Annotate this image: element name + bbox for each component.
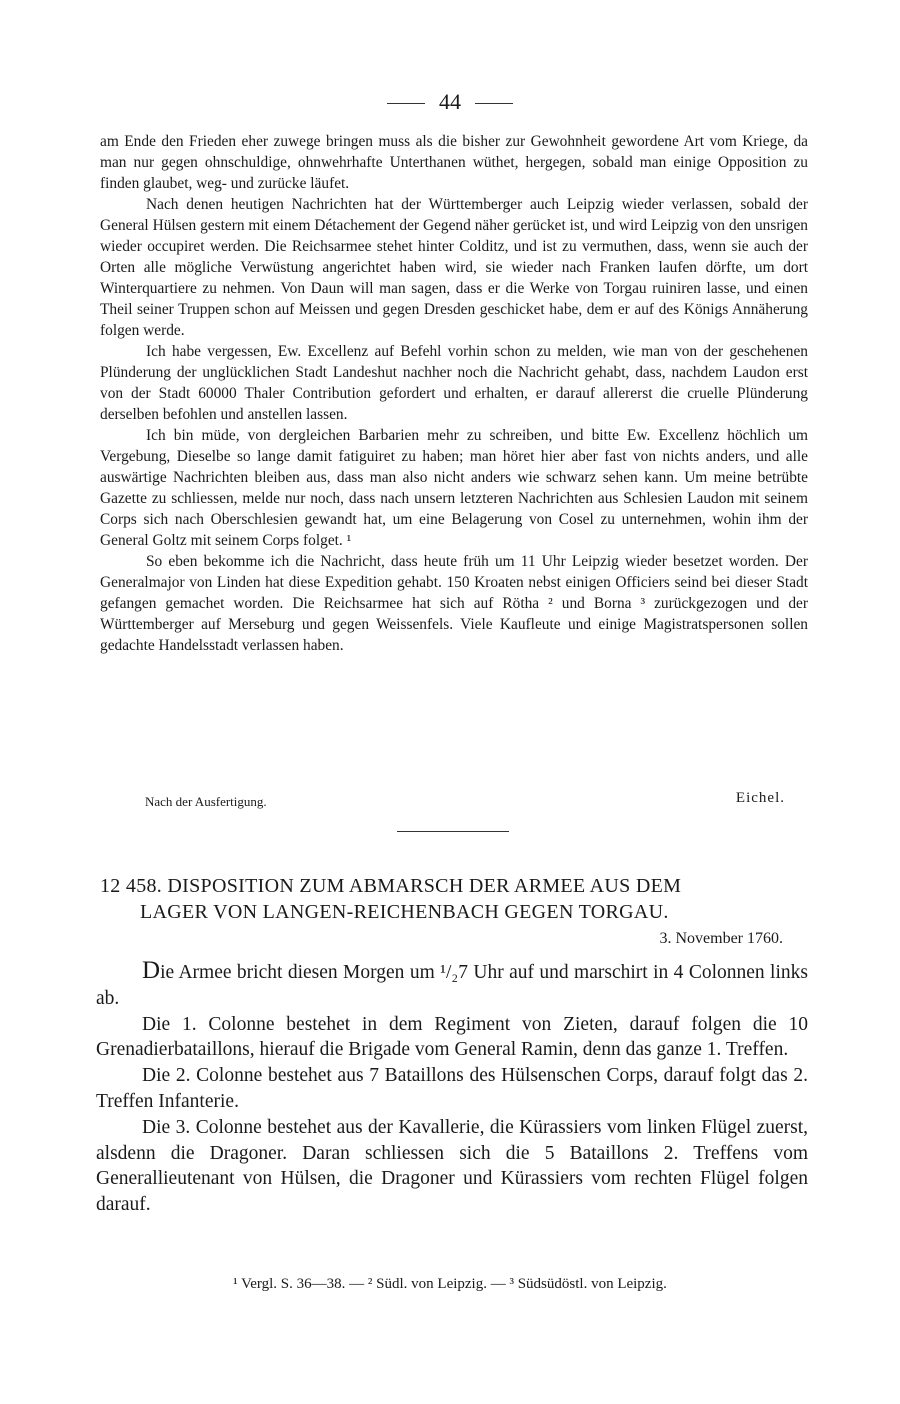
section-divider bbox=[397, 831, 509, 832]
page-header bbox=[0, 88, 900, 116]
document-title bbox=[100, 873, 808, 925]
document-paragraph: Die 1. Colonne bestehet in dem Regiment von Zieten, darauf folgen die 10 Grenadierbataillons, hierauf die Brigade vom General Ramin, denn das ganze 1. Treffen. bbox=[96, 1013, 808, 1061]
initial-letter: D bbox=[142, 957, 161, 984]
title-line-2: LAGER VON LANGEN-REICHENBACH GEGEN TORGAU. bbox=[140, 901, 669, 923]
document-date: 3. November 1760. bbox=[659, 930, 783, 947]
letter-paragraph: Ich bin müde, von dergleichen Barbarien mehr zu schreiben, und bitte Ew. Excellenz höchlich um Vergebung, Dieselbe so lange damit fatiguiret zu haben; man höret hier aber fast von nichts anders, und alle auswärtige Nachrichten bleiben aus, dass man also nicht anders wie schwarz sehen kann. Um meine betrübte Gazette zu schliessen, melde nur noch, dass nach unsern letzteren Nachrichten aus Schlesien Laudon mit seinem Corps sich nach Oberschlesien gewandt hat, um eine Belagerung von Cosel zu unternehmen, wohin ihm der General Goltz mit seinem Corps folget. ¹ bbox=[100, 427, 808, 549]
header-dash-left bbox=[387, 103, 425, 104]
document-number: 12 458. bbox=[100, 875, 163, 897]
page-number: 44 bbox=[439, 89, 461, 114]
paragraph-text: ie Armee bricht diesen Morgen um ¹/₂7 Uhr auf und marschirt in 4 Colonnen links ab. bbox=[96, 962, 808, 1009]
document-paragraph bbox=[96, 958, 808, 1012]
letter-body bbox=[100, 131, 808, 656]
document-paragraph: Die 3. Colonne bestehet aus der Kavallerie, die Kürassiers vom linken Flügel zuerst, alsdenn die Dragoner. Daran schliessen sich die 5 Bataillons 2. Treffens vom Generallieutenant von Hülsen, die Dragoner und Kürassiers vom rechten Flügel folgen darauf. bbox=[96, 1116, 808, 1216]
document-paragraph: Die 2. Colonne bestehet aus 7 Bataillons des Hülsenschen Corps, darauf folgt das 2. Treffen Infanterie. bbox=[96, 1065, 808, 1112]
document-body bbox=[96, 958, 808, 1218]
letter-paragraph: Nach denen heutigen Nachrichten hat der Württemberger auch Leipzig wieder verlassen, sobald der General Hülsen gestern mit einem Détachement der Gegend näher gerücket ist, und wird Leipzig von den unsrigen wieder occupiret werden. Die Reichsarmee stehet hinter Colditz, und ist zu vermuthen, dass, wenn sie auch der Orten alle mögliche Verwüstung angerichtet haben wird, sie wieder nach Franken laufen dörfte, um dort Winterquartiere zu nehmen. Von Daun will man sagen, dass er die Werke von Torgau ruiniren lasse, und einen Theil seiner Truppen schon auf Meissen und gegen Dresden geschicket habe, dem er auf des Königs Annäherung folgen werde. bbox=[100, 196, 808, 339]
letter-paragraph: Ich habe vergessen, Ew. Excellenz auf Befehl vorhin schon zu melden, wie man von der geschehenen Plünderung der unglücklichen Stadt Landeshut nachher noch die Nachricht gehabt, dass, nachdem Laudon erst von der Stadt 60000 Thaler Contribution gefordert und erhalten, er darauf allererst die cruelle Plünderung derselben befohlen und anstellen lassen. bbox=[100, 343, 808, 423]
title-line-1: DISPOSITION ZUM ABMARSCH DER ARMEE AUS DEM bbox=[167, 875, 682, 897]
letter-paragraph: So eben bekomme ich die Nachricht, dass heute früh um 11 Uhr Leipzig wieder besetzet worden. Der Generalmajor von Linden hat diese Expedition gehabt. 150 Kroaten nebst einigen Officiers seind bei dieser Stadt gefangen gemachet worden. Die Reichsarmee hat sich auf Rötha ² und Borna ³ zurückgezogen und der Württemberger auf Merseburg und gegen Weissenfels. Viele Kaufleute und einige Magistratspersonen sollen gedachte Handelsstadt verlassen haben. bbox=[100, 553, 808, 654]
header-dash-right bbox=[475, 103, 513, 104]
footnotes: ¹ Vergl. S. 36—38. — ² Südl. von Leipzig. — ³ Südsüdöstl. von Leipzig. bbox=[233, 1276, 667, 1292]
letter-paragraph: am Ende den Frieden eher zuwege bringen muss als die bisher zur Gewohnheit gewordene Art vom Kriege, da man nur gegen ohnschuldige, ohnwehrhafte Unterthanen wüthet, hergegen, sobald man einige Opposition zu finden glaubet, weg- und zurücke läufet. bbox=[100, 133, 808, 192]
signature: Eichel. bbox=[735, 790, 785, 806]
source-note: Nach der Ausfertigung. bbox=[145, 794, 267, 809]
